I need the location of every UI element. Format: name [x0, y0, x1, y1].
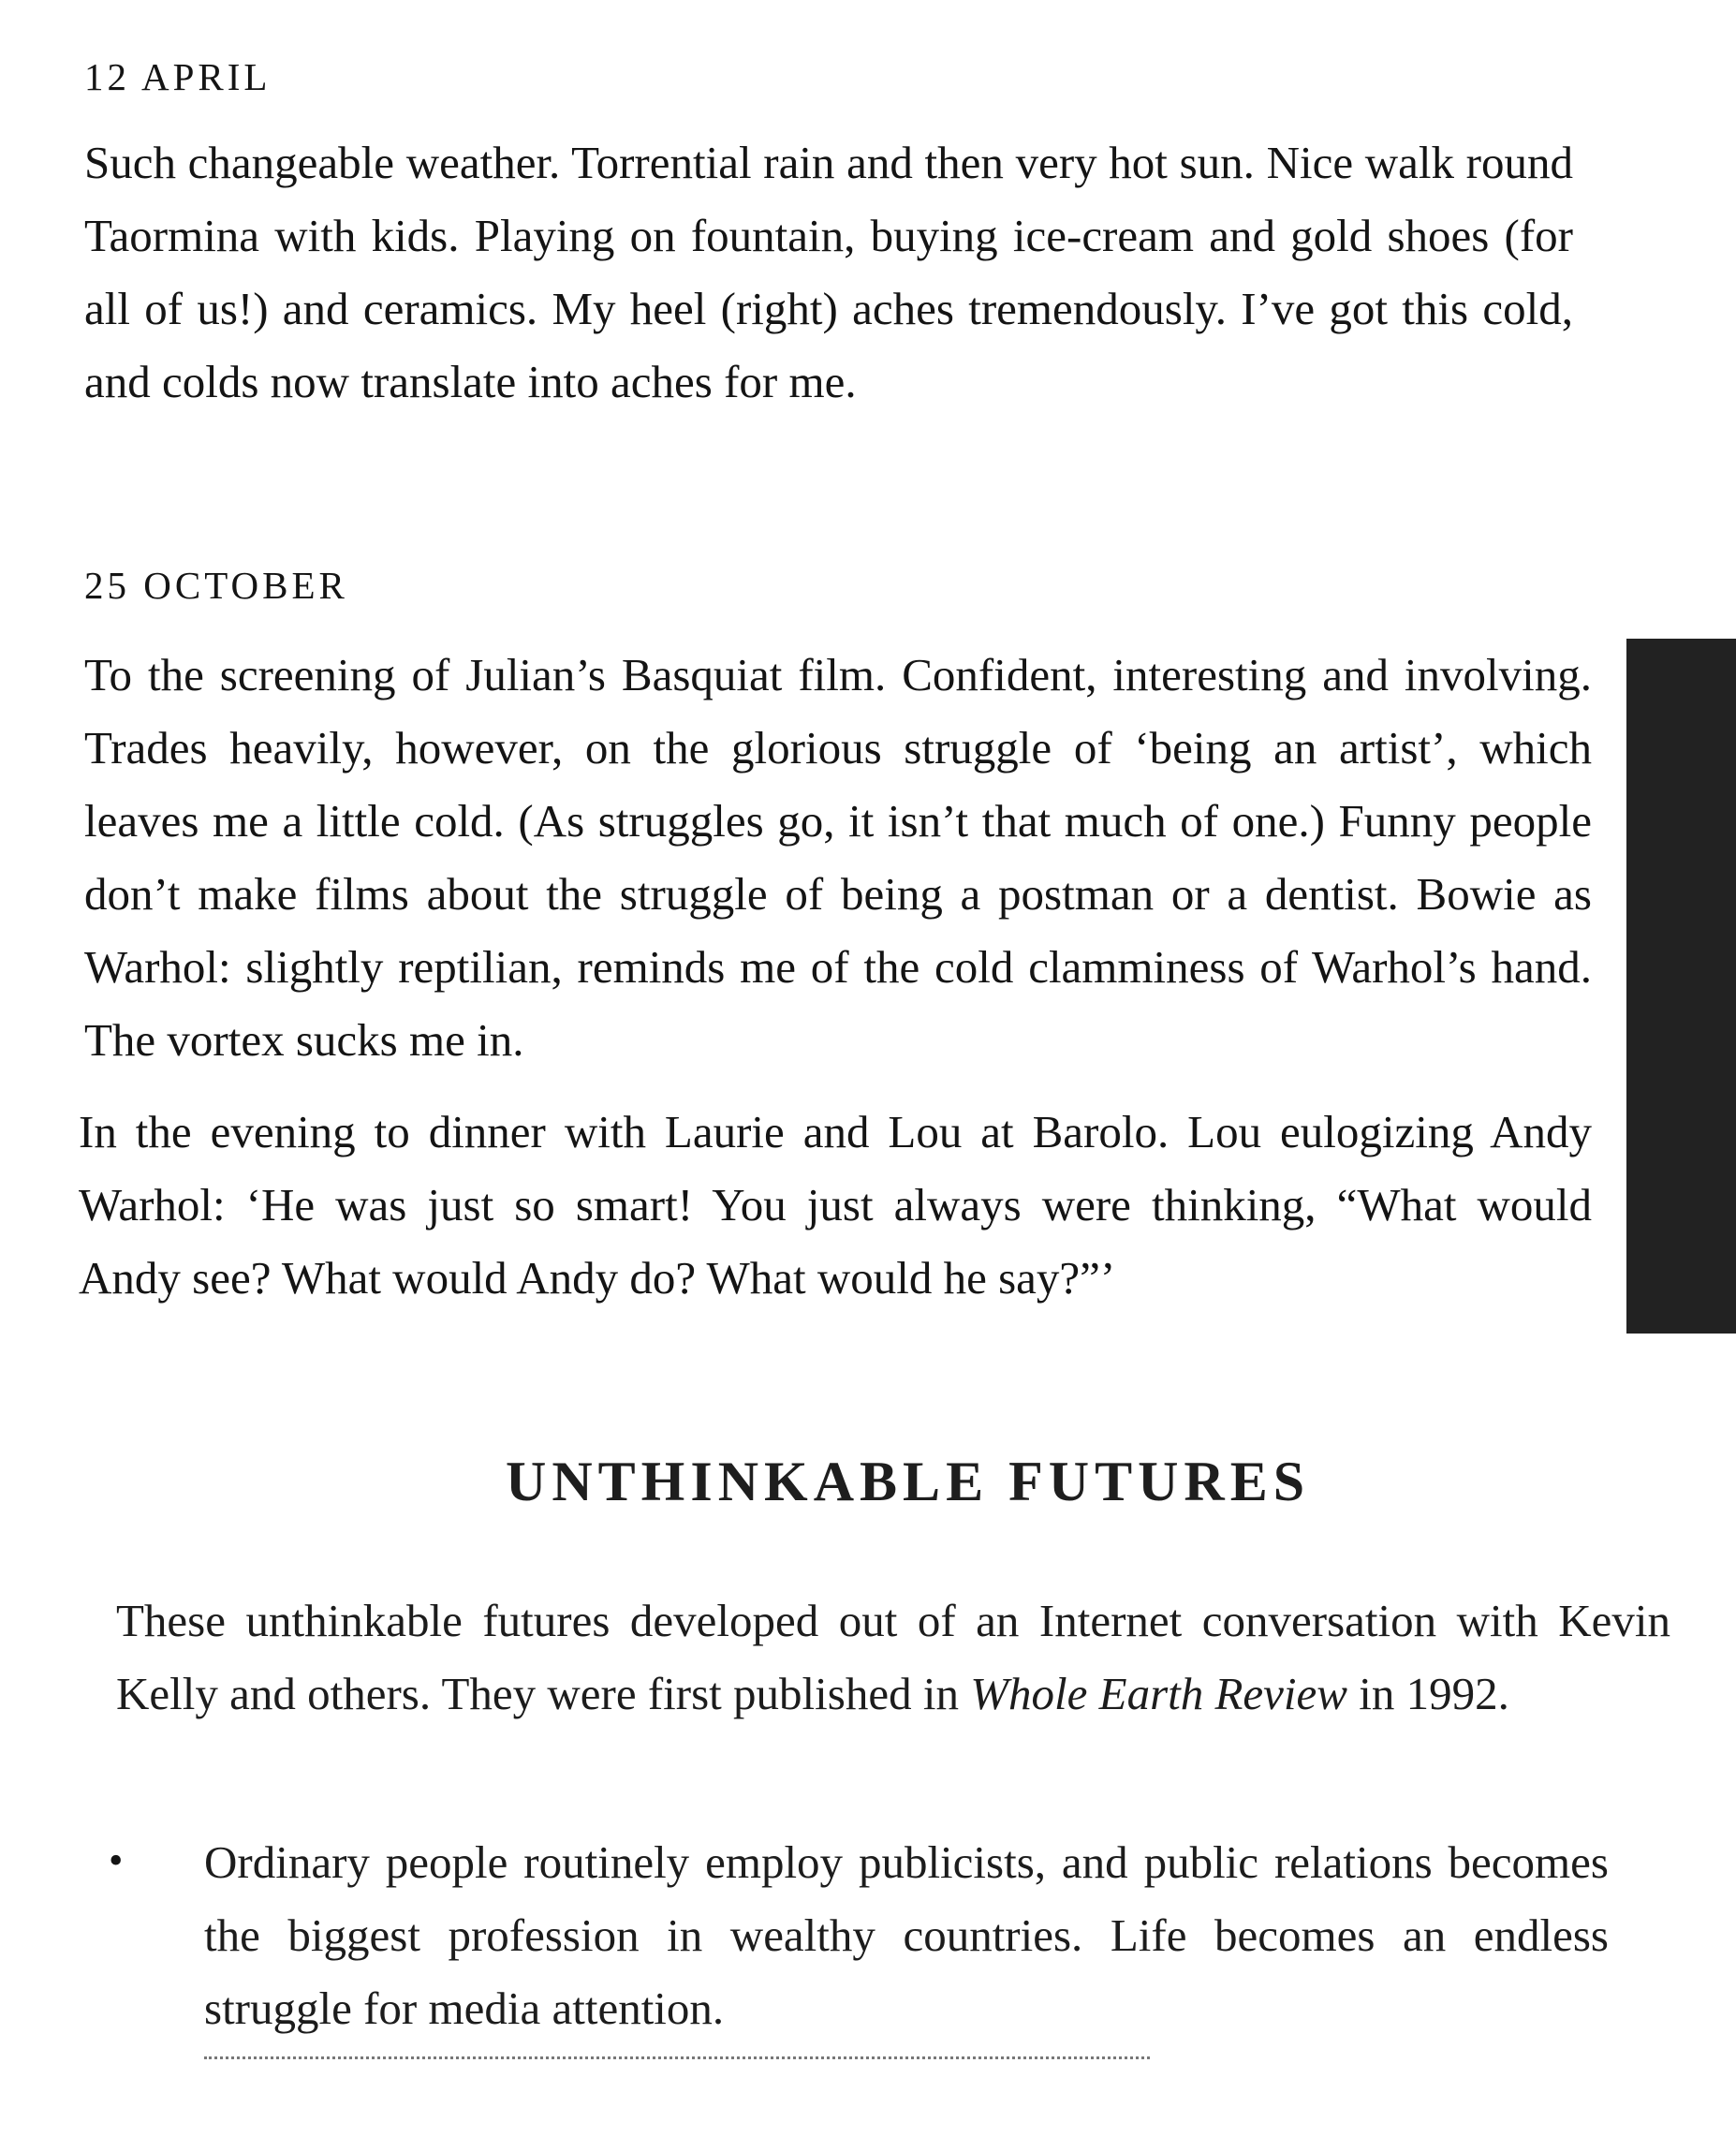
- entry-date-12-april: 12 APRIL: [84, 55, 272, 98]
- publication-title: Whole Earth Review: [970, 1668, 1347, 1719]
- cut-off-text-line: [204, 2056, 1150, 2059]
- entry-paragraph: Such changeable weather. Torrential rain and then very hot sun. Nice walk round Taormina with kids. Playing on fountain, buying ice-cream and gold shoes (for all of us!) and ceramics. My heel (right) aches tremendously. I’ve got this cold, and colds now translate into aches for me.: [84, 137, 1573, 407]
- bullet-item: Ordinary people routinely employ publicists, and public relations becomes the biggest profession in wealthy countries. Life becomes an endless struggle for media attention.: [204, 1836, 1609, 2034]
- intro-text-end: in 1992.: [1346, 1668, 1509, 1719]
- entry-paragraph: To the screening of Julian’s Basquiat film. Confident, interesting and involving. Trades heavily, however, on the glorious struggle of ‘being an artist’, which leaves me a little cold. (As struggles go, it isn’t that much of one.) Funny people don’t make films about the struggle of being a postman or a dentist. Bowie as Warhol: slightly reptilian, reminds me of the cold clamminess of Warhol’s hand. The vortex sucks me in.: [84, 649, 1592, 1066]
- entry-paragraph: In the evening to dinner with Laurie and Lou at Barolo. Lou eulogizing Andy Warhol: ‘He was just so smart! You just always were thinking, “What would Andy see? What would Andy do? What would he say?”’: [79, 1106, 1592, 1304]
- section-intro: [116, 1584, 1670, 1731]
- intro-text: These unthinkable futures developed out of an Internet conversation with Kevin Kelly and others. They were first published in: [116, 1595, 1670, 1719]
- section-title: UNTHINKABLE FUTURES: [506, 1451, 1311, 1512]
- entry-date-25-october: 25 OCTOBER: [84, 564, 348, 607]
- page-edge-tab: [1626, 639, 1736, 1334]
- bullet-marker: •: [109, 1837, 124, 1883]
